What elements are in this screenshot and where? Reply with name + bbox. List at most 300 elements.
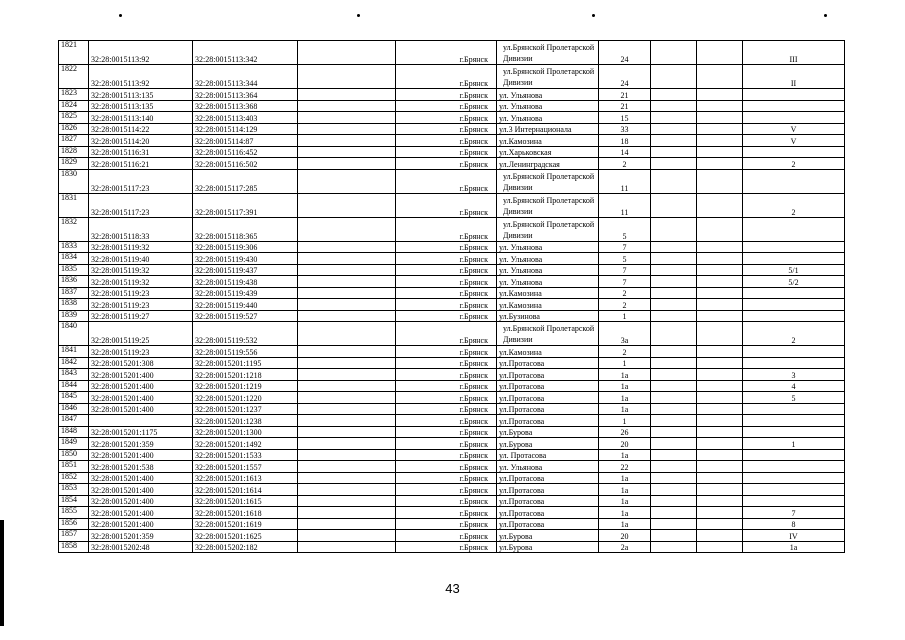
city-cell: г.Брянск xyxy=(396,169,497,193)
street-cell: ул. Протасова xyxy=(497,449,599,461)
house-cell: 2а xyxy=(599,541,651,553)
empty-cell xyxy=(298,112,396,124)
table-row xyxy=(59,541,845,553)
apartment-cell: 2 xyxy=(743,193,845,217)
row-number: 1836 xyxy=(59,276,89,288)
cadastral-number-cell: 32:28:0015113:403 xyxy=(193,112,298,124)
street-cell: ул.Бузинова xyxy=(497,310,599,322)
street-cell: ул.Протасова xyxy=(497,392,599,404)
city-cell: г.Брянск xyxy=(396,472,497,484)
empty-cell xyxy=(697,392,743,404)
apartment-cell xyxy=(743,169,845,193)
empty-cell xyxy=(298,530,396,542)
table-row xyxy=(59,276,845,288)
house-cell: 20 xyxy=(599,530,651,542)
cadastral-number-cell: 32:28:0015201:1492 xyxy=(193,438,298,450)
empty-cell xyxy=(651,530,697,542)
house-cell: 1а xyxy=(599,495,651,507)
cadastral-number-cell: 32:28:0015201:400 xyxy=(89,392,193,404)
street-cell: ул. Ульянова xyxy=(497,253,599,265)
row-number: 1843 xyxy=(59,369,89,381)
apartment-cell xyxy=(743,241,845,253)
empty-cell xyxy=(651,369,697,381)
city-cell: г.Брянск xyxy=(396,217,497,241)
cadastral-number-cell: 32:28:0015119:32 xyxy=(89,276,193,288)
empty-cell xyxy=(651,322,697,346)
table-row xyxy=(59,41,845,65)
row-number: 1830 xyxy=(59,169,89,193)
empty-cell xyxy=(651,89,697,101)
city-cell: г.Брянск xyxy=(396,287,497,299)
cadastral-number-cell: 32:28:0015201:400 xyxy=(89,495,193,507)
empty-cell xyxy=(298,322,396,346)
house-cell: 1а xyxy=(599,507,651,519)
row-number: 1845 xyxy=(59,392,89,404)
cadastral-number-cell: 32:28:0015114:22 xyxy=(89,123,193,135)
cadastral-number-cell: 32:28:0015201:1615 xyxy=(193,495,298,507)
cadastral-number-cell: 32:28:0015119:527 xyxy=(193,310,298,322)
row-number: 1840 xyxy=(59,322,89,346)
apartment-cell: 3 xyxy=(743,369,845,381)
street-cell: ул.Камозина xyxy=(497,299,599,311)
table-row xyxy=(59,472,845,484)
cadastral-number-cell: 32:28:0015201:1614 xyxy=(193,484,298,496)
empty-cell xyxy=(697,217,743,241)
empty-cell xyxy=(298,146,396,158)
house-cell: 26 xyxy=(599,426,651,438)
cadastral-number-cell: 32:28:0015119:25 xyxy=(89,322,193,346)
empty-cell xyxy=(298,346,396,358)
house-cell: 2 xyxy=(599,158,651,170)
empty-cell xyxy=(651,507,697,519)
scan-dot xyxy=(119,14,122,17)
table-row xyxy=(59,357,845,369)
cadastral-number-cell: 32:28:0015113:342 xyxy=(193,41,298,65)
cadastral-number-cell: 32:28:0015114:20 xyxy=(89,135,193,147)
cadastral-number-cell: 32:28:0015201:400 xyxy=(89,449,193,461)
empty-cell xyxy=(697,518,743,530)
street-cell: ул.Брянской Пролетарской Дивизии xyxy=(497,169,599,193)
empty-cell xyxy=(697,541,743,553)
table-row xyxy=(59,193,845,217)
street-cell: ул.Брянской Пролетарской Дивизии xyxy=(497,41,599,65)
city-cell: г.Брянск xyxy=(396,380,497,392)
street-cell: ул.Протасова xyxy=(497,518,599,530)
city-cell: г.Брянск xyxy=(396,100,497,112)
row-number: 1828 xyxy=(59,146,89,158)
apartment-cell: 8 xyxy=(743,518,845,530)
empty-cell xyxy=(298,415,396,427)
cadastral-number-cell: 32:28:0015202:48 xyxy=(89,541,193,553)
street-cell: ул.Протасова xyxy=(497,380,599,392)
row-number: 1824 xyxy=(59,100,89,112)
apartment-cell: 2 xyxy=(743,322,845,346)
house-cell: 21 xyxy=(599,89,651,101)
row-number: 1852 xyxy=(59,472,89,484)
cadastral-number-cell: 32:28:0015201:1175 xyxy=(89,426,193,438)
empty-cell xyxy=(651,299,697,311)
city-cell: г.Брянск xyxy=(396,41,497,65)
apartment-cell xyxy=(743,253,845,265)
empty-cell xyxy=(697,299,743,311)
empty-cell xyxy=(697,89,743,101)
row-number: 1822 xyxy=(59,65,89,89)
table-row xyxy=(59,310,845,322)
registry-table xyxy=(58,40,845,553)
empty-cell xyxy=(298,310,396,322)
house-cell: 2 xyxy=(599,299,651,311)
empty-cell xyxy=(298,287,396,299)
house-cell: 1а xyxy=(599,380,651,392)
cadastral-number-cell: 32:28:0015201:1220 xyxy=(193,392,298,404)
apartment-cell: 1 xyxy=(743,438,845,450)
empty-cell xyxy=(651,438,697,450)
row-number: 1850 xyxy=(59,449,89,461)
city-cell: г.Брянск xyxy=(396,518,497,530)
row-number: 1854 xyxy=(59,495,89,507)
house-cell: 7 xyxy=(599,276,651,288)
house-cell: 15 xyxy=(599,112,651,124)
street-cell: ул.Протасова xyxy=(497,484,599,496)
apartment-cell: IV xyxy=(743,530,845,542)
street-cell: ул.Протасова xyxy=(497,415,599,427)
apartment-cell: 4 xyxy=(743,380,845,392)
cadastral-number-cell: 32:28:0015117:391 xyxy=(193,193,298,217)
apartment-cell: 1а xyxy=(743,541,845,553)
empty-cell xyxy=(697,276,743,288)
empty-cell xyxy=(651,264,697,276)
empty-cell xyxy=(651,123,697,135)
apartment-cell xyxy=(743,112,845,124)
cadastral-number-cell: 32:28:0015118:33 xyxy=(89,217,193,241)
row-number: 1841 xyxy=(59,346,89,358)
city-cell: г.Брянск xyxy=(396,530,497,542)
table-row xyxy=(59,287,845,299)
cadastral-number-cell: 32:28:0015119:306 xyxy=(193,241,298,253)
apartment-cell xyxy=(743,287,845,299)
row-number: 1855 xyxy=(59,507,89,519)
empty-cell xyxy=(697,146,743,158)
empty-cell xyxy=(651,146,697,158)
cadastral-number-cell: 32:28:0015201:1619 xyxy=(193,518,298,530)
empty-cell xyxy=(651,241,697,253)
apartment-cell xyxy=(743,403,845,415)
cadastral-number-cell: 32:28:0015201:538 xyxy=(89,461,193,473)
empty-cell xyxy=(298,123,396,135)
empty-cell xyxy=(651,392,697,404)
empty-cell xyxy=(651,65,697,89)
apartment-cell xyxy=(743,100,845,112)
empty-cell xyxy=(697,357,743,369)
table-row xyxy=(59,253,845,265)
cadastral-number-cell: 32:28:0015113:92 xyxy=(89,65,193,89)
empty-cell xyxy=(298,495,396,507)
house-cell: 33 xyxy=(599,123,651,135)
row-number: 1834 xyxy=(59,253,89,265)
empty-cell xyxy=(697,472,743,484)
cadastral-number-cell: 32:28:0015116:452 xyxy=(193,146,298,158)
cadastral-number-cell: 32:28:0015201:1219 xyxy=(193,380,298,392)
empty-cell xyxy=(651,287,697,299)
cadastral-number-cell: 32:28:0015119:439 xyxy=(193,287,298,299)
city-cell: г.Брянск xyxy=(396,241,497,253)
house-cell: 7 xyxy=(599,241,651,253)
empty-cell xyxy=(651,415,697,427)
empty-cell xyxy=(651,541,697,553)
empty-cell xyxy=(697,449,743,461)
cadastral-number-cell: 32:28:0015119:32 xyxy=(89,264,193,276)
table-row xyxy=(59,530,845,542)
street-cell: ул.Бурова xyxy=(497,426,599,438)
city-cell: г.Брянск xyxy=(396,276,497,288)
cadastral-number-cell: 32:28:0015119:23 xyxy=(89,346,193,358)
cadastral-number-cell: 32:28:0015201:1533 xyxy=(193,449,298,461)
cadastral-number-cell: 32:28:0015114:129 xyxy=(193,123,298,135)
street-cell: ул.Протасова xyxy=(497,507,599,519)
street-cell: ул.Брянской Пролетарской Дивизии xyxy=(497,217,599,241)
table-row xyxy=(59,380,845,392)
cadastral-number-cell: 32:28:0015201:1195 xyxy=(193,357,298,369)
empty-cell xyxy=(298,158,396,170)
city-cell: г.Брянск xyxy=(396,541,497,553)
street-cell: ул.Брянской Пролетарской Дивизии xyxy=(497,65,599,89)
empty-cell xyxy=(697,241,743,253)
cadastral-number-cell: 32:28:0015201:400 xyxy=(89,369,193,381)
city-cell: г.Брянск xyxy=(396,415,497,427)
house-cell: 1а xyxy=(599,392,651,404)
apartment-cell xyxy=(743,310,845,322)
empty-cell xyxy=(651,518,697,530)
empty-cell xyxy=(298,369,396,381)
house-cell: 1 xyxy=(599,310,651,322)
apartment-cell xyxy=(743,426,845,438)
empty-cell xyxy=(298,135,396,147)
empty-cell xyxy=(651,346,697,358)
street-cell: ул.Протасова xyxy=(497,472,599,484)
apartment-cell: 5/2 xyxy=(743,276,845,288)
cadastral-number-cell: 32:28:0015201:1237 xyxy=(193,403,298,415)
city-cell: г.Брянск xyxy=(396,299,497,311)
cadastral-number-cell: 32:28:0015201:359 xyxy=(89,438,193,450)
apartment-cell: 5 xyxy=(743,392,845,404)
cadastral-number-cell: 32:28:0015201:1238 xyxy=(193,415,298,427)
table-row xyxy=(59,89,845,101)
apartment-cell xyxy=(743,346,845,358)
house-cell: 11 xyxy=(599,193,651,217)
row-number: 1825 xyxy=(59,112,89,124)
street-cell: ул. Ульянова xyxy=(497,461,599,473)
cadastral-number-cell: 32:28:0015201:400 xyxy=(89,403,193,415)
apartment-cell: III xyxy=(743,41,845,65)
row-number: 1847 xyxy=(59,415,89,427)
table-row xyxy=(59,484,845,496)
cadastral-number-cell: 32:28:0015118:365 xyxy=(193,217,298,241)
house-cell: 21 xyxy=(599,100,651,112)
row-number: 1846 xyxy=(59,403,89,415)
empty-cell xyxy=(651,380,697,392)
table-row xyxy=(59,449,845,461)
cadastral-number-cell: 32:28:0015117:285 xyxy=(193,169,298,193)
cadastral-number-cell: 32:28:0015113:135 xyxy=(89,89,193,101)
cadastral-number-cell: 32:28:0015201:1625 xyxy=(193,530,298,542)
table-row xyxy=(59,217,845,241)
empty-cell xyxy=(298,438,396,450)
house-cell: 24 xyxy=(599,41,651,65)
cadastral-number-cell: 32:28:0015201:1618 xyxy=(193,507,298,519)
city-cell: г.Брянск xyxy=(396,495,497,507)
empty-cell xyxy=(651,100,697,112)
row-number: 1849 xyxy=(59,438,89,450)
street-cell: ул. Ульянова xyxy=(497,264,599,276)
house-cell: 1а xyxy=(599,403,651,415)
table-row xyxy=(59,299,845,311)
cadastral-number-cell: 32:28:0015116:502 xyxy=(193,158,298,170)
row-number: 1823 xyxy=(59,89,89,101)
cadastral-number-cell: 32:28:0015113:140 xyxy=(89,112,193,124)
empty-cell xyxy=(298,518,396,530)
house-cell: 11 xyxy=(599,169,651,193)
house-cell: 14 xyxy=(599,146,651,158)
city-cell: г.Брянск xyxy=(396,193,497,217)
empty-cell xyxy=(697,135,743,147)
empty-cell xyxy=(651,357,697,369)
city-cell: г.Брянск xyxy=(396,112,497,124)
cadastral-number-cell: 32:28:0015201:400 xyxy=(89,472,193,484)
city-cell: г.Брянск xyxy=(396,123,497,135)
street-cell: ул.Протасова xyxy=(497,369,599,381)
cadastral-number-cell: 32:28:0015113:135 xyxy=(89,100,193,112)
house-cell: 7 xyxy=(599,264,651,276)
street-cell: ул. Ульянова xyxy=(497,276,599,288)
apartment-cell xyxy=(743,299,845,311)
cadastral-number-cell: 32:28:0015117:23 xyxy=(89,193,193,217)
empty-cell xyxy=(298,193,396,217)
cadastral-number-cell: 32:28:0015113:92 xyxy=(89,41,193,65)
table-row xyxy=(59,346,845,358)
empty-cell xyxy=(298,217,396,241)
row-number: 1858 xyxy=(59,541,89,553)
row-number: 1832 xyxy=(59,217,89,241)
empty-cell xyxy=(298,299,396,311)
empty-cell xyxy=(697,415,743,427)
empty-cell xyxy=(298,541,396,553)
house-cell: 3а xyxy=(599,322,651,346)
empty-cell xyxy=(651,158,697,170)
street-cell: ул.3 Интернационала xyxy=(497,123,599,135)
empty-cell xyxy=(697,369,743,381)
empty-cell xyxy=(697,346,743,358)
city-cell: г.Брянск xyxy=(396,484,497,496)
empty-cell xyxy=(697,123,743,135)
street-cell: ул.Брянской Пролетарской Дивизии xyxy=(497,322,599,346)
apartment-cell: 5/1 xyxy=(743,264,845,276)
table-row xyxy=(59,438,845,450)
empty-cell xyxy=(697,264,743,276)
apartment-cell xyxy=(743,415,845,427)
empty-cell xyxy=(651,426,697,438)
empty-cell xyxy=(651,41,697,65)
empty-cell xyxy=(298,65,396,89)
empty-cell xyxy=(697,461,743,473)
city-cell: г.Брянск xyxy=(396,89,497,101)
empty-cell xyxy=(697,426,743,438)
house-cell: 1 xyxy=(599,415,651,427)
table-row xyxy=(59,158,845,170)
house-cell: 1 xyxy=(599,357,651,369)
city-cell: г.Брянск xyxy=(396,357,497,369)
row-number: 1835 xyxy=(59,264,89,276)
city-cell: г.Брянск xyxy=(396,310,497,322)
empty-cell xyxy=(697,507,743,519)
apartment-cell xyxy=(743,472,845,484)
house-cell: 20 xyxy=(599,438,651,450)
empty-cell xyxy=(651,461,697,473)
cadastral-number-cell: 32:28:0015201:400 xyxy=(89,507,193,519)
apartment-cell xyxy=(743,217,845,241)
street-cell: ул.Ленинградская xyxy=(497,158,599,170)
scan-dot xyxy=(357,14,360,17)
empty-cell xyxy=(697,112,743,124)
street-cell: ул.Брянской Пролетарской Дивизии xyxy=(497,193,599,217)
cadastral-number-cell: 32:28:0015201:1557 xyxy=(193,461,298,473)
city-cell: г.Брянск xyxy=(396,461,497,473)
table-row xyxy=(59,100,845,112)
cadastral-number-cell: 32:28:0015201:1300 xyxy=(193,426,298,438)
street-cell: ул.Протасова xyxy=(497,495,599,507)
empty-cell xyxy=(651,472,697,484)
table-row xyxy=(59,65,845,89)
table-row xyxy=(59,241,845,253)
cadastral-number-cell: 32:28:0015201:1613 xyxy=(193,472,298,484)
empty-cell xyxy=(298,392,396,404)
city-cell: г.Брянск xyxy=(396,403,497,415)
table-row xyxy=(59,403,845,415)
empty-cell xyxy=(298,253,396,265)
row-number: 1839 xyxy=(59,310,89,322)
empty-cell xyxy=(697,484,743,496)
street-cell: ул.Протасова xyxy=(497,403,599,415)
table-row xyxy=(59,322,845,346)
empty-cell xyxy=(697,100,743,112)
house-cell: 1а xyxy=(599,449,651,461)
row-number: 1831 xyxy=(59,193,89,217)
empty-cell xyxy=(298,484,396,496)
table-row xyxy=(59,264,845,276)
empty-cell xyxy=(298,89,396,101)
cadastral-number-cell: 32:28:0015201:359 xyxy=(89,530,193,542)
house-cell: 2 xyxy=(599,287,651,299)
empty-cell xyxy=(697,438,743,450)
row-number: 1851 xyxy=(59,461,89,473)
cadastral-number-cell: 32:28:0015119:438 xyxy=(193,276,298,288)
row-number: 1821 xyxy=(59,41,89,65)
cadastral-number-cell: 32:28:0015113:344 xyxy=(193,65,298,89)
scan-dot xyxy=(824,14,827,17)
cadastral-number-cell: 32:28:0015119:532 xyxy=(193,322,298,346)
row-number: 1853 xyxy=(59,484,89,496)
scan-edge-bar xyxy=(0,520,4,626)
house-cell: 1а xyxy=(599,472,651,484)
table-row xyxy=(59,112,845,124)
table-row xyxy=(59,426,845,438)
table-row xyxy=(59,415,845,427)
city-cell: г.Брянск xyxy=(396,369,497,381)
empty-cell xyxy=(697,495,743,507)
apartment-cell xyxy=(743,449,845,461)
cadastral-number-cell: 32:28:0015117:23 xyxy=(89,169,193,193)
row-number: 1844 xyxy=(59,380,89,392)
house-cell: 22 xyxy=(599,461,651,473)
